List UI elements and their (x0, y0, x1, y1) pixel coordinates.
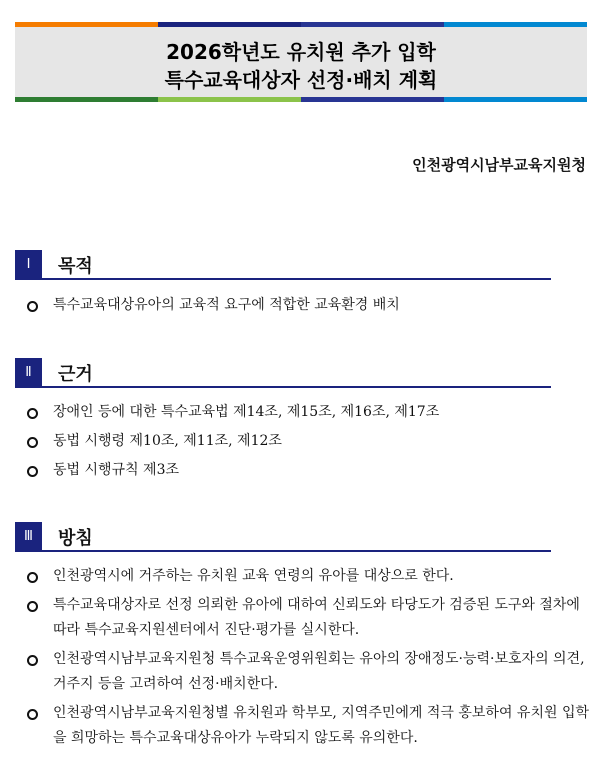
list-item: 인천광역시남부교육지원청별 유치원과 학부모, 지역주민에게 적극 홍보하여 유치원 입학을 희망하는 특수교육대상유아가 누락되지 않도록 유의한다. (25, 701, 590, 751)
section-underline (15, 550, 551, 552)
circle-bullet-icon (27, 601, 38, 612)
section-underline (15, 386, 551, 388)
title-bottom-color-bar (15, 97, 587, 102)
section-number: Ⅱ (15, 358, 42, 386)
circle-bullet-icon (27, 437, 38, 448)
section-title: 목적 (58, 256, 93, 277)
list-item: 인천광역시남부교육지원청 특수교육운영위원회는 유아의 장애정도·능력·보호자의 의견, 거주지 등을 고려하여 선정·배치한다. (25, 647, 590, 697)
list-item: 동법 시행규칙 제3조 (25, 458, 590, 483)
organization-name: 인천광역시남부교육지원청 (412, 156, 586, 174)
title-banner (15, 22, 587, 102)
section-purpose-header (15, 250, 551, 280)
section-basis-list (25, 400, 590, 487)
list-item: 장애인 등에 대한 특수교육법 제14조, 제15조, 제16조, 제17조 (25, 400, 590, 425)
section-policy-list (25, 564, 590, 755)
circle-bullet-icon (27, 655, 38, 666)
circle-bullet-icon (27, 709, 38, 720)
section-number: Ⅲ (15, 522, 42, 550)
page-title-line2: 특수교육대상자 선정·배치 계획 (164, 68, 438, 92)
section-title: 방침 (58, 528, 93, 549)
section-number: Ⅰ (15, 250, 42, 278)
list-item: 특수교육대상자로 선정 의뢰한 유아에 대하여 신뢰도와 타당도가 검증된 도구와 절차에 따라 특수교육지원센터에서 진단·평가를 실시한다. (25, 593, 590, 643)
section-basis-header (15, 358, 551, 388)
list-item: 특수교육대상유아의 교육적 요구에 적합한 교육환경 배치 (25, 293, 590, 318)
list-item: 인천광역시에 거주하는 유치원 교육 연령의 유아를 대상으로 한다. (25, 564, 590, 589)
section-underline (15, 278, 551, 280)
page-title-line1: 2026학년도 유치원 추가 입학 (166, 40, 436, 64)
section-title: 근거 (58, 364, 93, 385)
section-policy-header (15, 522, 551, 552)
circle-bullet-icon (27, 408, 38, 419)
section-purpose-list (25, 293, 590, 322)
circle-bullet-icon (27, 572, 38, 583)
list-item: 동법 시행령 제10조, 제11조, 제12조 (25, 429, 590, 454)
circle-bullet-icon (27, 301, 38, 312)
circle-bullet-icon (27, 466, 38, 477)
